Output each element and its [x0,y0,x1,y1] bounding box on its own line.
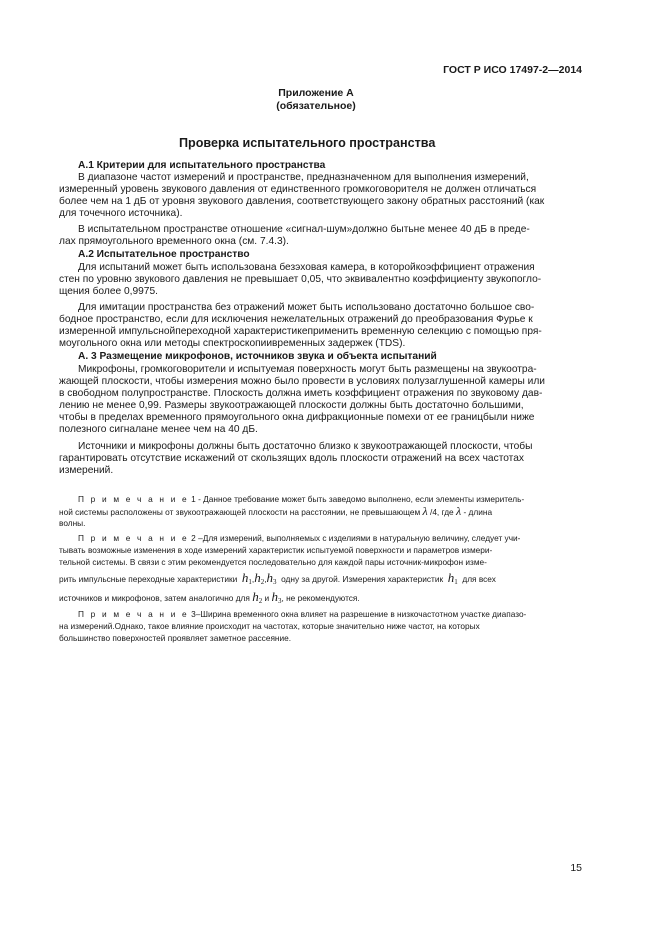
main-title: Проверка испытательного пространства [179,136,436,150]
text-line: В испытательном пространстве отношение «сигнал-шум»должно бытьне менее 40 дБ в преде- [78,224,530,235]
note-1-line-2: ной системы расположены от звукоотражающей плоскости на расстоянии, не превышающем λ /4, где λ - длина [59,504,493,518]
note-1-line-3: волны. [59,518,86,528]
text-line: лению не менее 0,99. Размеры звукоотражающей плоскости должны быть достаточно большими, [59,400,524,411]
note-2-line-1: П р и м е ч а н и е 2 –Для измерений, выполняемых с изделиями в натуральную величину, следует учи- [78,533,521,543]
text-line: моугольного окна или методы спектроскопиивременных задержек (TDS). [59,338,406,349]
appendix-status: (обязательное) [276,100,356,112]
text-line: в свободном полупространстве. Плоскость должна иметь коэффициент отражения по звуковому дав- [59,388,543,399]
note-3-line-3: большинство поверхностей проявляет заметное рассеяние. [59,633,292,643]
text-line: чтобы в пределах временного прямоугольного окна дифракционные помехи от ее границбыли ниже [59,412,535,423]
note-1-line-1: П р и м е ч а н и е 1 - Данное требование может быть заведомо выполнено, если элементы измеритель- [78,494,525,504]
text-line: бодное пространство, если для исключения нежелательных отражений до преобразования Фурье к [59,314,533,325]
note-2-line-4: рить импульсные переходные характеристики $h_1,h_2,h_3$ одну за другой. Измерения характеристик $h_1$ для всех [59,570,496,586]
appendix-title: Приложение А [278,87,354,99]
text-line: измерений. [59,465,114,476]
text-line: В диапазоне частот измерений и пространстве, предназначенном для выполнения измерений, [78,172,529,183]
text-line: жающей плоскости, чтобы измерения можно было провести в условиях полузаглушенной камеры или [59,376,545,387]
text-line: измеренной импульснойпереходной характеристикеприменить временную селекцию с помощью пря- [59,326,542,337]
section-a2-heading: А.2 Испытательное пространство [78,249,250,260]
text-line: стен по уровню звукового давления не превышает 0,05, что эквивалентно коэффициенту звукопогло- [59,274,542,285]
section-a1-heading: А.1 Критерии для испытательного пространства [78,160,326,171]
page-number: 15 [570,862,582,874]
h-symbol: h [254,570,261,585]
doc-code: ГОСТ Р ИСО 17497-2—2014 [443,64,582,76]
h-symbol: h [271,589,278,604]
text-line: гарантировать отсутствие искажений от скользящих вдоль плоскости отражений на всех частотах [59,453,524,464]
note-2-line-3: тельной системы. В связи с этим рекомендуется последовательно для каждой пары источник-микрофон изме- [59,557,487,567]
h-symbol: h [252,589,259,604]
text-line: щения более 0,9975. [59,286,158,297]
note-label: П р и м е ч а н и е [78,609,189,619]
text-line: для точечного источника). [59,208,183,219]
note-label: П р и м е ч а н и е [78,494,189,504]
h-symbol: h [266,570,273,585]
note-3-line-1: П р и м е ч а н и е 3–Ширина временного окна влияет на разрешение в низкочастотном участке диапазо- [78,609,527,619]
text-line: Для испытаний может быть использована безэховая камера, в которойкоэффициент отражения [78,262,535,273]
text-line: Источники и микрофоны должны быть достаточно близко к звукоотражающей плоскости, чтобы [78,441,533,452]
text-line: Микрофоны, громкоговорители и испытуемая поверхность могут быть размещены на звукоотра- [78,364,537,375]
note-label: П р и м е ч а н и е [78,533,189,543]
text-line: лах прямоугольного временного окна (см. 7.4.3). [59,236,289,247]
note-3-line-2: на измерений.Однако, такое влияние происходит на частотах, которые значительно ниже частот, на которых [59,621,480,631]
text-line: более чем на 1 дБ от уровня звукового давления, соответствующего закону обратных расстояний (как [59,196,545,207]
text-line: полезного сигналане менее чем на 40 дБ. [59,424,258,435]
h-symbol: h [447,570,455,585]
text-line: Для имитации пространства без отражений может быть использовано достаточно большое сво- [78,302,535,313]
h-symbol: h [241,570,249,585]
text-line: измеренный уровень звукового давления от единственного громкоговорителя не должен отличаться [59,184,537,195]
section-a3-heading: А. 3 Размещение микрофонов, источников звука и объекта испытаний [78,351,437,362]
note-2-line-5: источников и микрофонов, затем аналогично для $h_2$ и $h_3$, не рекомендуются. [59,589,360,605]
lambda-symbol: λ [455,504,462,518]
lambda-symbol: λ [422,504,428,518]
note-2-line-2: тывать возможные изменения в ходе измерений характеристик испытуемой поверхности и параметров измери- [59,545,493,555]
